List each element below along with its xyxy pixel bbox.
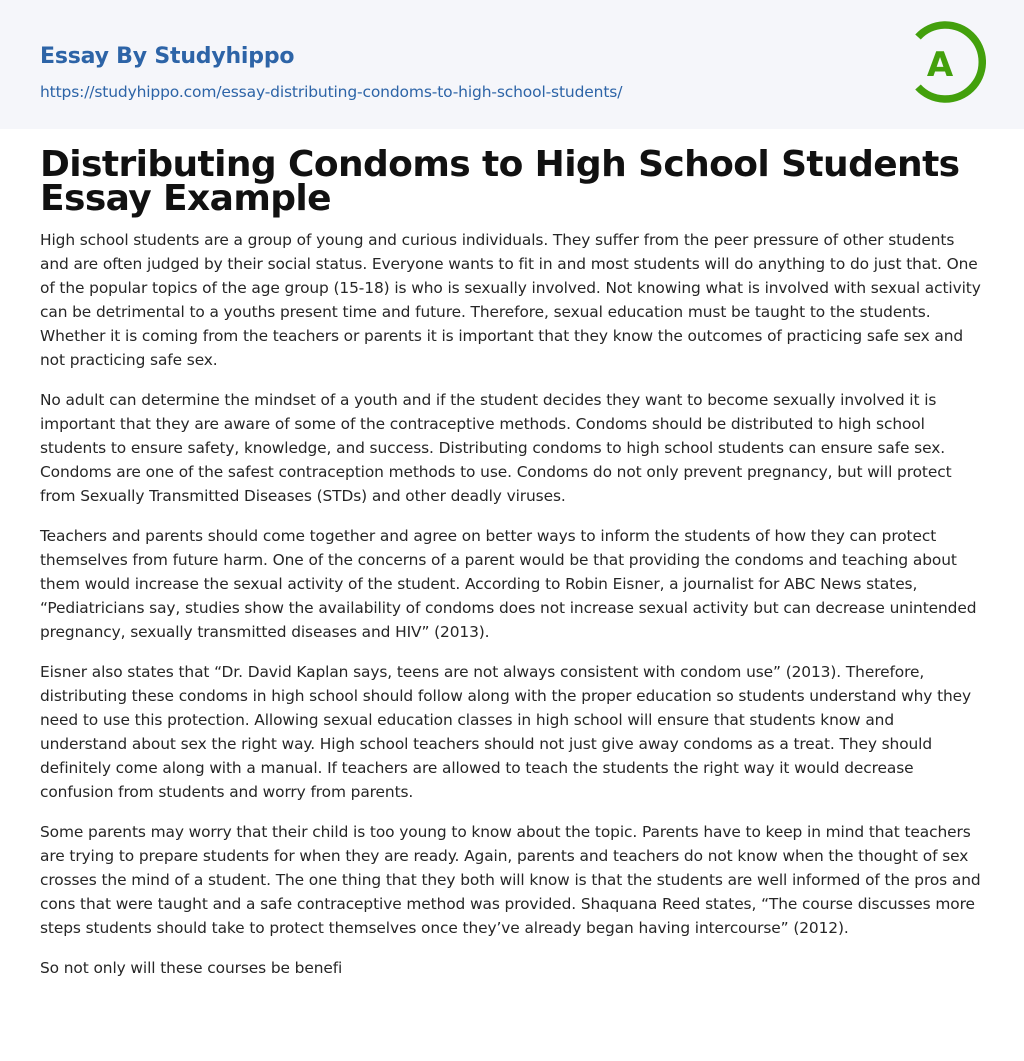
- source-url-link[interactable]: https://studyhippo.com/essay-distributing-condoms-to-high-school-students/: [40, 83, 623, 101]
- essay-paragraph: High school students are a group of young and curious individuals. They suffer from the peer pressure of other students and are often judged by their social status. Everyone wants to fit in and most students will do anything to do just that. One of the popular topics of the age group (15-18) is who is sexually involved. Not knowing what is involved with sexual activity can be detrimental to a youths present time and future. Therefore, sexual education must be taught to the students. Whether it is coming from the teachers or parents it is important that they know the outcomes of practicing safe sex and not practicing safe sex.: [40, 231, 981, 369]
- essay-paragraph-truncated: So not only will these courses be benefi: [40, 959, 343, 977]
- svg-text:A: A: [926, 45, 954, 85]
- essay-paragraph: Eisner also states that “Dr. David Kaplan says, teens are not always consistent with condom use” (2013). Therefore, distributing these condoms in high school should follow along with the proper education so students understand why they need to use this protection. Allowing sexual education classes in high school will ensure that students know and understand about sex the right way. High school teachers should not just give away condoms as a treat. They should definitely come along with a manual. If teachers are allowed to teach the students the right way it would decrease confusion from students and worry from parents.: [40, 663, 972, 801]
- essay-paragraph: Teachers and parents should come together and agree on better ways to inform the students of how they can protect themselves from future harm. One of the concerns of a parent would be that providing the condoms and teaching about them would increase the sexual activity of the student. According to Robin Eisner, a journalist for ABC News states, “Pediatricians say, studies show the availability of condoms does not increase sexual activity but can decrease unintended pregnancy, sexually transmitted diseases and HIV” (2013).: [40, 527, 977, 641]
- essay-paragraph: Some parents may worry that their child is too young to know about the topic. Parents have to keep in mind that teachers are trying to prepare students for when they are ready. Again, parents and teachers do not know when the thought of sex crosses the mind of a student. The one thing that they both will know is that the students are well informed of the pros and cons that were taught and a safe contraceptive method was provided. Shaquana Reed states, “The course discusses more steps students should take to protect themselves once they’ve already began having intercourse” (2012).: [40, 823, 981, 937]
- page-title: Distributing Condoms to High School Students Essay Example: [40, 144, 960, 219]
- brand-title: Essay By Studyhippo: [40, 44, 295, 69]
- essay-paragraph: No adult can determine the mindset of a youth and if the student decides they want to become sexually involved it is important that they are aware of some of the contraceptive methods. Condoms should be distributed to high school students to ensure safety, knowledge, and success. Distributing condoms to high school students can ensure safe sex. Condoms are one of the safest contraception methods to use. Condoms do not only prevent pregnancy, but will protect from Sexually Transmitted Diseases (STDs) and other deadly viruses.: [40, 391, 952, 505]
